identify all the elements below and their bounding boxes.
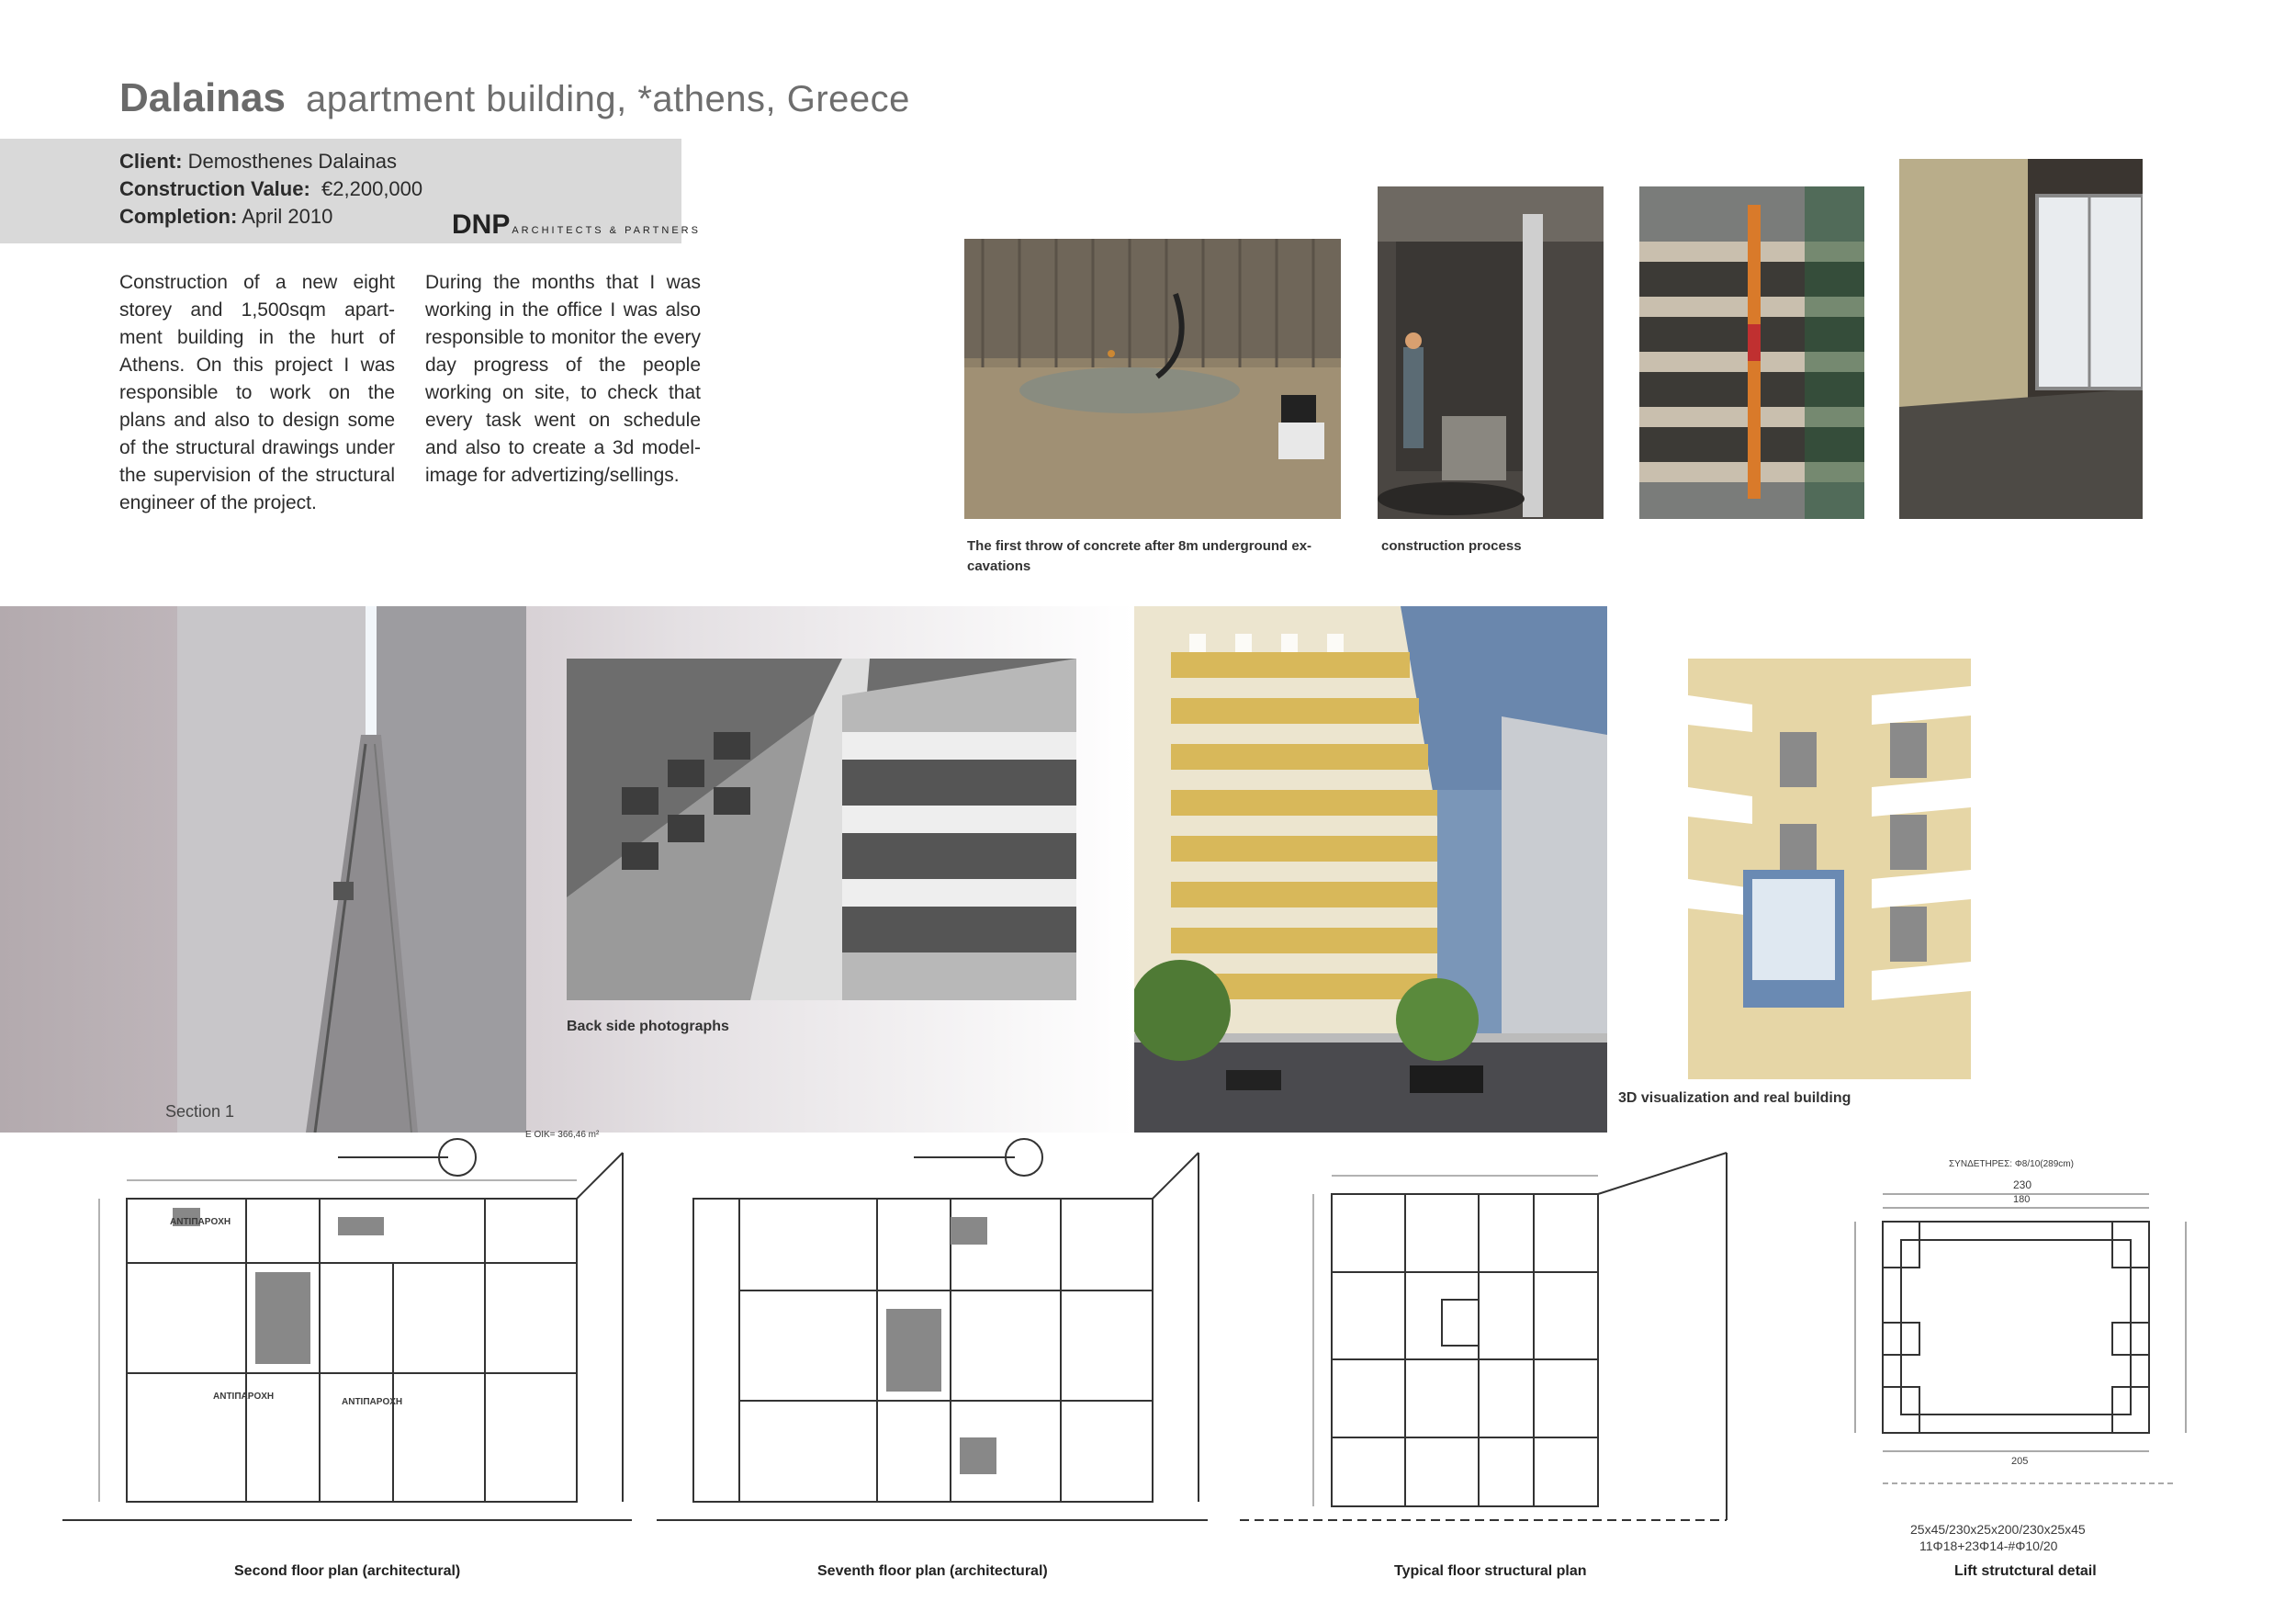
- chute-image: [1639, 186, 1864, 519]
- construction-image: [1378, 186, 1604, 519]
- excavation-caption-2: cavations: [967, 558, 1031, 574]
- interior-image: [1899, 159, 2143, 519]
- value-value: €2,200,000: [321, 177, 423, 200]
- client-label: Client:: [119, 150, 183, 173]
- visualization-render: [1134, 606, 1607, 1133]
- client-value: Demosthenes Dalainas: [187, 150, 398, 173]
- dnp-logo: [452, 209, 701, 241]
- interior-photo: [1899, 159, 2143, 519]
- section-caption: Section 1: [165, 1102, 235, 1121]
- backside-photo: [567, 659, 1076, 1000]
- lift-header: ΣΥΝΔΕΤΗΡΕΣ: Φ8/10(289cm): [1949, 1159, 2074, 1169]
- plan-area-note: Ε ΟΙΚ= 366,46 m²: [525, 1130, 600, 1140]
- project-name: Dalainas: [119, 75, 286, 120]
- seventh-floor-plan: [657, 1134, 1208, 1543]
- logo-text: ARCHITECTS & PARTNERS: [512, 225, 701, 236]
- lift-k2-line-2: 11Φ18+23Φ14-#Φ10/20: [1919, 1538, 2058, 1553]
- structural-plan: [1231, 1134, 1745, 1543]
- excavation-photo: [964, 239, 1341, 519]
- value-label: Construction Value:: [119, 177, 310, 200]
- plan-room-label-2: ΑΝΤΙΠΑΡΟΧΗ: [213, 1392, 275, 1402]
- lift-k2-line-1: 25x45/230x25x200/230x25x45: [1910, 1522, 2086, 1537]
- lift-detail-drawing: [1828, 1157, 2223, 1506]
- lift-detail: [1828, 1157, 2223, 1506]
- backside-caption: Back side photographs: [567, 1019, 729, 1034]
- completion-line: [119, 205, 332, 229]
- description-column-2: During the months that I was working in the office I was also responsible to monitor the every day progress of the people working on site, to check that every task went on schedule and also to create a 3d model-image for advertizing/sellings.: [425, 272, 701, 486]
- structural-drawing: [1231, 1134, 1745, 1543]
- plan-room-label-1: ΑΝΤΙΠΑΡΟΧΗ: [170, 1217, 231, 1227]
- seventh-floor-caption: Seventh floor plan (architectural): [817, 1563, 1048, 1579]
- lift-inner: 180: [2013, 1194, 2031, 1205]
- visualization-image: [1134, 606, 1607, 1133]
- second-floor-drawing: [62, 1134, 632, 1543]
- excavation-image: [964, 239, 1341, 519]
- project-subtitle: apartment building, *athens, Greece: [305, 79, 910, 119]
- real-building-image: [1688, 659, 1971, 1079]
- plan-room-label-3: ΑΝΤΙΠΑΡΟΧΗ: [342, 1397, 403, 1407]
- logo-mark: DNP: [452, 209, 511, 240]
- visualization-caption: 3D visualization and real building: [1618, 1090, 1851, 1106]
- construction-caption: construction process: [1381, 538, 1522, 554]
- excavation-caption-1: The first throw of concrete after 8m underground ex-: [967, 538, 1312, 554]
- structural-caption: Typical floor structural plan: [1394, 1563, 1587, 1579]
- client-line: [119, 150, 397, 174]
- section-photo: [177, 606, 526, 1133]
- completion-value: April 2010: [242, 205, 333, 228]
- construction-photo: [1378, 186, 1604, 519]
- description-column-1: Construction of a new eight storey and 1,500sqm apart-ment building in the hurt of Athens. On this project I was responsible to work on the plans and also to design some of the structural drawings under the supervision of the structural engineer of the project.: [119, 272, 395, 513]
- page-title: [119, 75, 910, 121]
- value-line: [119, 177, 422, 201]
- section-image: [177, 606, 526, 1133]
- real-building-photo: [1688, 659, 1971, 1079]
- lift-bottom: 205: [2011, 1456, 2029, 1467]
- chute-photo: [1639, 186, 1864, 519]
- second-floor-caption: Second floor plan (architectural): [234, 1563, 461, 1579]
- seventh-floor-drawing: [657, 1134, 1208, 1543]
- backside-image: [567, 659, 1076, 1000]
- completion-label: Completion:: [119, 205, 238, 228]
- lift-width: 230: [2013, 1178, 2032, 1191]
- lift-caption: Lift strutctural detail: [1954, 1563, 2097, 1579]
- second-floor-plan: [62, 1134, 632, 1543]
